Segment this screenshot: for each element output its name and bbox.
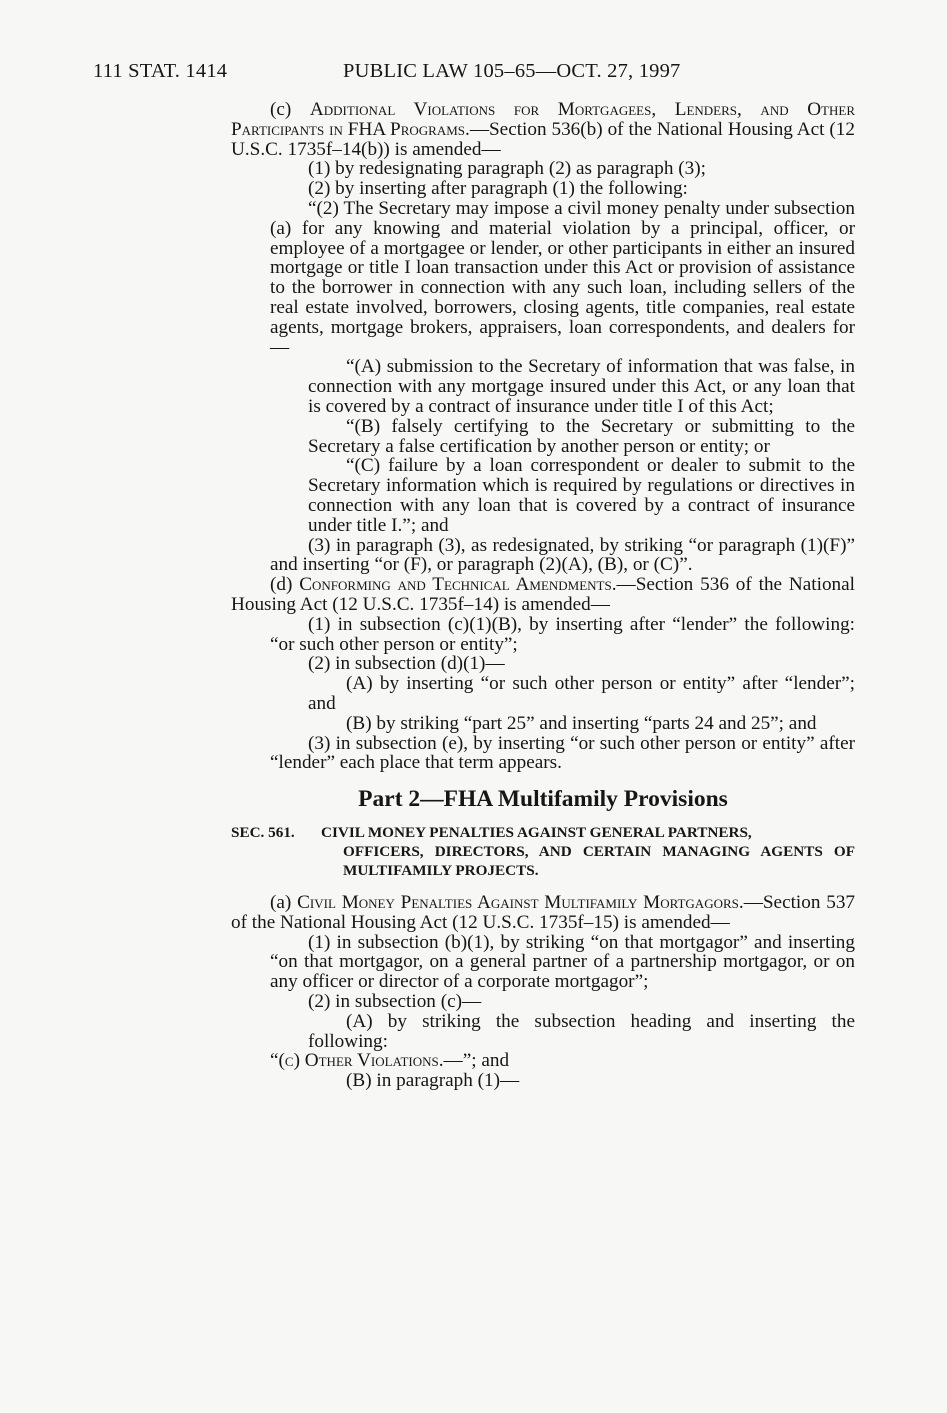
section-number: SEC. 561. (231, 824, 295, 842)
subsection-d-heading: Conforming and Technical Amendments. (299, 574, 617, 596)
section-heading (231, 823, 855, 880)
subsection-d-item-2a: (A) by inserting “or such other person or entity” after “lender”; and (308, 673, 855, 714)
section-title-rest: OFFICERS, DIRECTORS, AND CERTAIN MANAGING AGENTS OF MULTIFAMILY PROJECTS. (343, 843, 855, 880)
subsection-d-item-2: (2) in subsection (d)(1)— (308, 653, 505, 675)
section-561-subsection-a-heading: Civil Money Penalties Against Multifamily Mortgagors. (297, 892, 744, 914)
subsection-d-item-1: (1) in subsection (c)(1)(B), by inserting after “lender” the following: “or such other person or entity”; (270, 613, 855, 655)
public-law-citation: PUBLIC LAW 105–65—OCT. 27, 1997 (343, 60, 681, 82)
section-title-line1: CIVIL MONEY PENALTIES AGAINST GENERAL PARTNERS, (321, 824, 752, 842)
section-561-item-2b: (B) in paragraph (1)— (346, 1070, 520, 1092)
quoted-subparagraph-a: “(A) submission to the Secretary of information that was false, in connection with any mortgage insured under this Act, or any loan that is covered by a contract of insurance under title I of this Act; (308, 356, 855, 417)
section-561-subsection-a: (a) Civil Money Penalties Against Multifamily Mortgagors.—Section 537 of the National Housing Act (12 U.S.C. 1735f–15) is amended— (231, 892, 856, 933)
quoted-subparagraph-b: “(B) falsely certifying to the Secretary or submitting to the Secretary a false certification by another person or entity; or (308, 415, 855, 457)
statute-page-number: 111 STAT. 1414 (93, 60, 228, 82)
quoted-paragraph-2: “(2) The Secretary may impose a civil money penalty under subsection (a) for any knowing and material violation by a principal, officer, or employee of a mortgagee or lender, or other participants in either an insured mortgage or title I loan transaction under this Act or provision of assistance to the borrower in connection with any such loan, including sellers of the real estate involved, borrowers, closing agents, title companies, real estate agents, mortgage brokers, appraisers, loan correspondents, and dealers for— (270, 197, 855, 358)
subsection-c-item-2: (2) by inserting after paragraph (1) the following: (308, 178, 688, 200)
subsection-d-item-2b: (B) by striking “part 25” and inserting “parts 24 and 25”; and (346, 712, 817, 734)
subsection-d-item-3: (3) in subsection (e), by inserting “or such other person or entity” after “lender” each place that term appears. (270, 732, 855, 774)
subsection-c-item-3: (3) in paragraph (3), as redesignated, by striking “or paragraph (1)(F)” and inserting “or (F), or paragraph (2)(A), (B), or (C)”. (270, 534, 855, 576)
subsection-c-heading: Additional Violations for Mortgagees, Lenders, and Other Participants in FHA Programs. (231, 99, 856, 140)
section-561-item-1: (1) in subsection (b)(1), by striking “on that mortgagor” and inserting “on that mortgagor, on a general partner of a partnership mortgagor, or on any officer or director of a corporate mortgagor”; (270, 931, 855, 993)
subsection-c-item-1: (1) by redesignating paragraph (2) as paragraph (3); (308, 158, 706, 180)
section-561-item-2a: (A) by striking the subsection heading and inserting the following: (308, 1010, 855, 1052)
part-heading: Part 2—FHA Multifamily Provisions (358, 786, 728, 813)
section-561-item-2: (2) in subsection (c)— (308, 991, 482, 1013)
quoted-subparagraph-c: “(C) failure by a loan correspondent or dealer to submit to the Secretary information which is required by regulations or directives in connection with any loan that is covered by a contract of insurance under title I.”; and (308, 455, 855, 536)
document-body (231, 100, 855, 1091)
subsection-c: (c) Additional Violations for Mortgagees, Lenders, and Other Participants in FHA Programs.—Section 536(b) of the National Housing Act (12 U.S.C. 1735f–14(b)) is amended— (231, 99, 856, 160)
quoted-heading-c: “(c) Other Violations.—”; and (270, 1050, 510, 1072)
subsection-d: (d) Conforming and Technical Amendments.—Section 536 of the National Housing Act (12 U.S.C. 1735f–14) is amended— (231, 574, 855, 615)
